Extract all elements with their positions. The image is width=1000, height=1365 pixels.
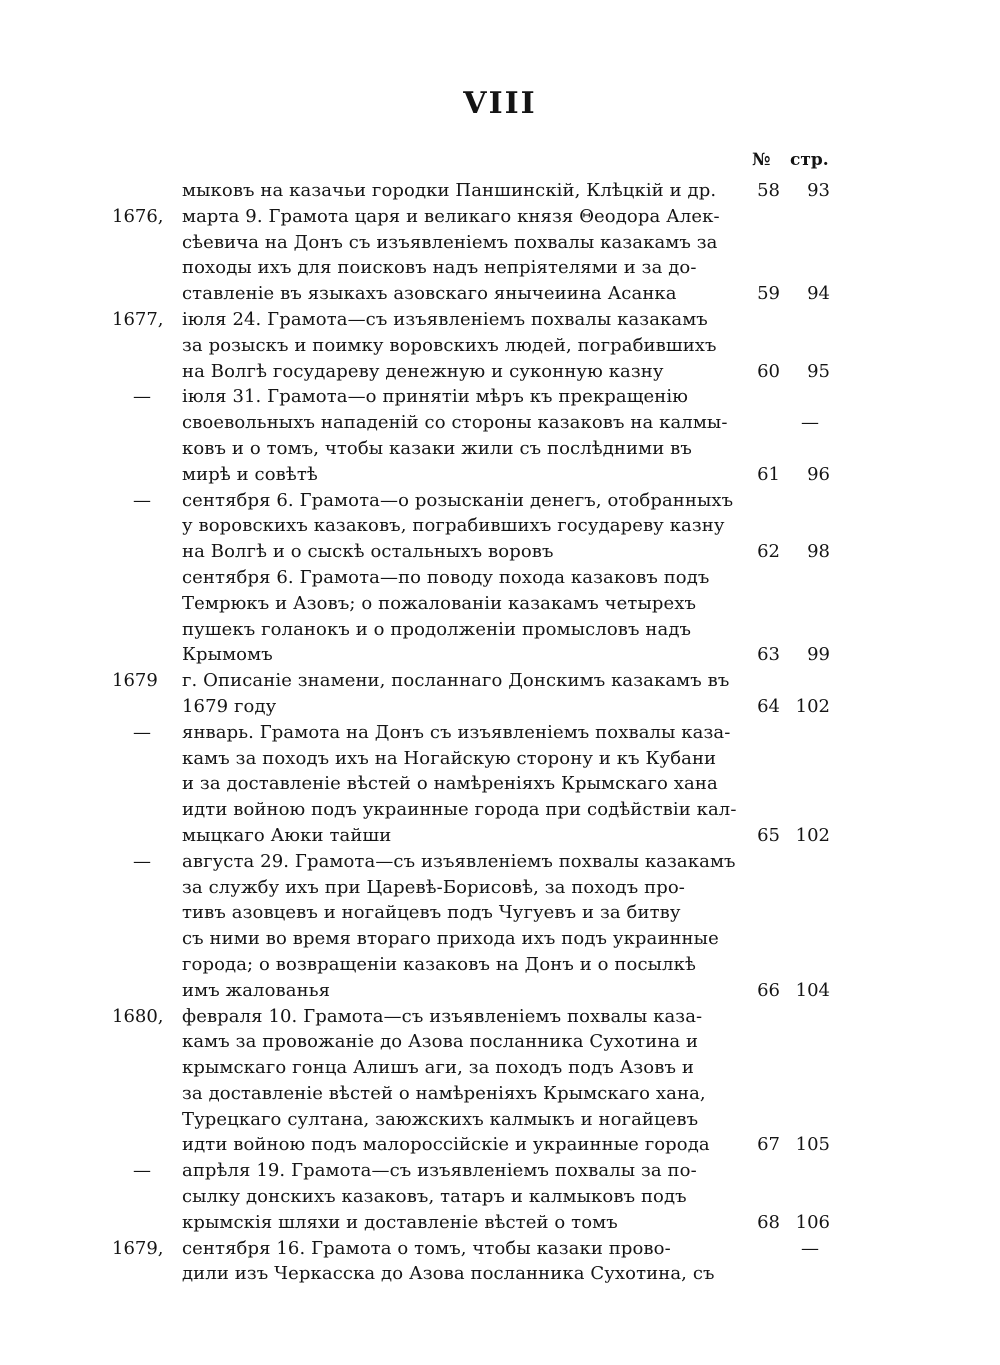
entry-text: 1679 году (182, 695, 277, 717)
index-row (0, 539, 1000, 565)
entry-page: 106 (795, 1211, 830, 1233)
entry-number: 60 (757, 360, 780, 382)
index-row (0, 746, 1000, 772)
entry-page: 95 (807, 360, 830, 382)
index-row (0, 359, 1000, 385)
index-row (0, 952, 1000, 978)
index-row (0, 875, 1000, 901)
entry-text: дили изъ Черкасска до Азова посланника Сухотина, съ (182, 1263, 715, 1285)
entry-number: 61 (757, 463, 780, 485)
entry-number: 62 (757, 541, 780, 563)
entry-text: сентября 16. Грамота о томъ, чтобы казаки прово- (182, 1237, 671, 1259)
entry-text: походы ихъ для поисковъ надъ непріятелями и за до- (182, 257, 697, 279)
same-year-dash: — (133, 721, 151, 743)
entry-text: идти войною подъ малороссійскіе и украинные города (182, 1134, 710, 1156)
entry-text: съ ними во время втораго прихода ихъ подъ украинные (182, 928, 719, 950)
page-number: VIII (463, 86, 537, 121)
entry-page: 96 (807, 463, 830, 485)
entry-text: за службу ихъ при Царевѣ-Борисовѣ, за походъ про- (182, 876, 685, 898)
year-label: 1679, (112, 1237, 164, 1259)
year-label: 1676, (112, 205, 164, 227)
entry-number: 64 (757, 695, 780, 717)
index-row (0, 204, 1000, 230)
index-row (0, 1184, 1000, 1210)
entry-text: апрѣля 19. Грамота—съ изъявленіемъ похвалы за по- (182, 1160, 697, 1182)
entry-text: сентября 6. Грамота—о розысканіи денегъ, отобранныхъ (182, 489, 734, 511)
index-row (0, 410, 1000, 436)
index-row (0, 1055, 1000, 1081)
entry-text: пушекъ голанокъ и о продолженіи промысловъ надъ (182, 618, 692, 640)
entry-text: Турецкаго султана, заюжскихъ калмыкъ и ногайцевъ (182, 1108, 699, 1130)
year-label: 1680, (112, 1005, 164, 1027)
index-row (0, 384, 1000, 410)
entry-text: Крымомъ (182, 644, 273, 666)
entry-number: 66 (757, 979, 780, 1001)
entry-text: сѣевича на Донъ съ изъявленіемъ похвалы казакамъ за (182, 231, 718, 253)
index-row (0, 642, 1000, 668)
entry-text: февраля 10. Грамота—съ изъявленіемъ похвалы каза- (182, 1005, 703, 1027)
entry-text: у воровскихъ казаковъ, пограбившихъ государеву казну (182, 515, 725, 537)
index-row (0, 926, 1000, 952)
index-row (0, 513, 1000, 539)
entry-text: идти войною подъ украинные города при содѣйствіи кал- (182, 799, 737, 821)
entry-page: 102 (795, 824, 830, 846)
entry-text: сентября 6. Грамота—по поводу похода казаковъ подъ (182, 566, 710, 588)
same-year-dash: — (133, 489, 151, 511)
entry-text: іюля 24. Грамота—съ изъявленіемъ похвалы казакамъ (182, 308, 708, 330)
index-row (0, 1107, 1000, 1133)
same-page-dash: — (801, 412, 819, 434)
entry-text: крымскія шляхи и доставленіе вѣстей о томъ (182, 1211, 618, 1233)
entry-number: 59 (757, 283, 780, 305)
index-row (0, 591, 1000, 617)
number-column-header: № (752, 150, 771, 170)
entry-page: 93 (807, 180, 830, 201)
index-row (0, 720, 1000, 746)
index-row (0, 978, 1000, 1004)
entry-text: мыцкаго Аюки тайши (182, 824, 392, 846)
entry-text: за доставленіе вѣстей о намѣреніяхъ Крымскаго хана, (182, 1082, 706, 1104)
index-row (0, 1081, 1000, 1107)
entry-text: на Волгѣ и о сыскѣ остальныхъ воровъ (182, 541, 554, 563)
entry-text: имъ жалованья (182, 979, 331, 1001)
same-year-dash: — (133, 386, 151, 408)
index-row (0, 617, 1000, 643)
index-row (0, 333, 1000, 359)
index-row (0, 1158, 1000, 1184)
entry-page: 99 (807, 644, 830, 666)
entry-page: 98 (807, 541, 830, 563)
entry-number: 67 (757, 1134, 780, 1156)
page-column-header: стр. (790, 150, 829, 170)
entry-text: тивъ азовцевъ и ногайцевъ подъ Чугуевъ и за битву (182, 902, 681, 924)
entry-text: на Волгѣ государеву денежную и суконную казну (182, 360, 664, 382)
entry-text: мирѣ и совѣтѣ (182, 463, 318, 485)
entry-text: камъ за провожаніе до Азова посланника Сухотина и (182, 1031, 699, 1053)
index-row (0, 771, 1000, 797)
index-row (0, 307, 1000, 333)
entry-text: г. Описаніе знамени, посланнаго Донскимъ казакамъ въ (182, 670, 730, 692)
entry-text: мыковъ на казачьи городки Паншинскій, Клѣцкій и др. (182, 180, 717, 201)
index-row (0, 1236, 1000, 1262)
entry-text: марта 9. Грамота царя и великаго князя Θеодора Алек- (182, 205, 720, 227)
same-year-dash: — (133, 1160, 151, 1182)
entry-text: ставленіе въ языкахъ азовскаго янычеиина Асанка (182, 283, 677, 305)
index-row (0, 1210, 1000, 1236)
entry-text: ковъ и о томъ, чтобы казаки жили съ послѣдними въ (182, 437, 692, 459)
same-year-dash: — (133, 850, 151, 872)
index-row (0, 797, 1000, 823)
index-entries (0, 178, 1000, 1287)
index-row (0, 436, 1000, 462)
index-row (0, 668, 1000, 694)
year-label: 1677, (112, 308, 164, 330)
entry-text: за розыскъ и поимку воровскихъ людей, пограбившихъ (182, 334, 717, 356)
entry-number: 68 (757, 1211, 780, 1233)
entry-text: августа 29. Грамота—съ изъявленіемъ похвалы казакамъ (182, 850, 736, 872)
index-row (0, 694, 1000, 720)
index-row (0, 1132, 1000, 1158)
year-label: 1679 (112, 670, 158, 692)
index-row (0, 255, 1000, 281)
entry-number: 58 (757, 180, 780, 201)
entry-text: Темрюкъ и Азовъ; о пожалованіи казакамъ четырехъ (182, 592, 697, 614)
entry-text: крымскаго гонца Алишъ аги, за походъ подъ Азовъ и (182, 1057, 694, 1079)
index-row (0, 462, 1000, 488)
entry-text: іюля 31. Грамота—о принятіи мѣръ къ прекращенію (182, 386, 689, 408)
entry-page: 105 (795, 1134, 830, 1156)
index-row (0, 565, 1000, 591)
entry-number: 63 (757, 644, 780, 666)
entry-text: сылку донскихъ казаковъ, татаръ и калмыковъ подъ (182, 1186, 687, 1208)
entry-text: январь. Грамота на Донъ съ изъявленіемъ похвалы каза- (182, 721, 731, 743)
index-row (0, 823, 1000, 849)
entry-text: города; о возвращеніи казаковъ на Донъ и о посылкѣ (182, 953, 696, 975)
same-page-dash: — (801, 1237, 819, 1259)
index-row (0, 1261, 1000, 1287)
entry-number: 65 (757, 824, 780, 846)
entry-text: и за доставленіе вѣстей о намѣреніяхъ Крымскаго хана (182, 773, 718, 795)
index-row (0, 1004, 1000, 1030)
index-row (0, 1029, 1000, 1055)
entry-page: 102 (795, 695, 830, 717)
index-row (0, 230, 1000, 256)
entry-text: своевольныхъ нападеній со стороны казаковъ на калмы- (182, 412, 728, 434)
index-row (0, 178, 1000, 204)
entry-page: 104 (795, 979, 830, 1001)
index-row (0, 488, 1000, 514)
entry-page: 94 (807, 283, 830, 305)
entry-text: камъ за походъ ихъ на Ногайскую сторону и къ Кубани (182, 747, 717, 769)
index-row (0, 900, 1000, 926)
index-row (0, 281, 1000, 307)
index-row (0, 849, 1000, 875)
